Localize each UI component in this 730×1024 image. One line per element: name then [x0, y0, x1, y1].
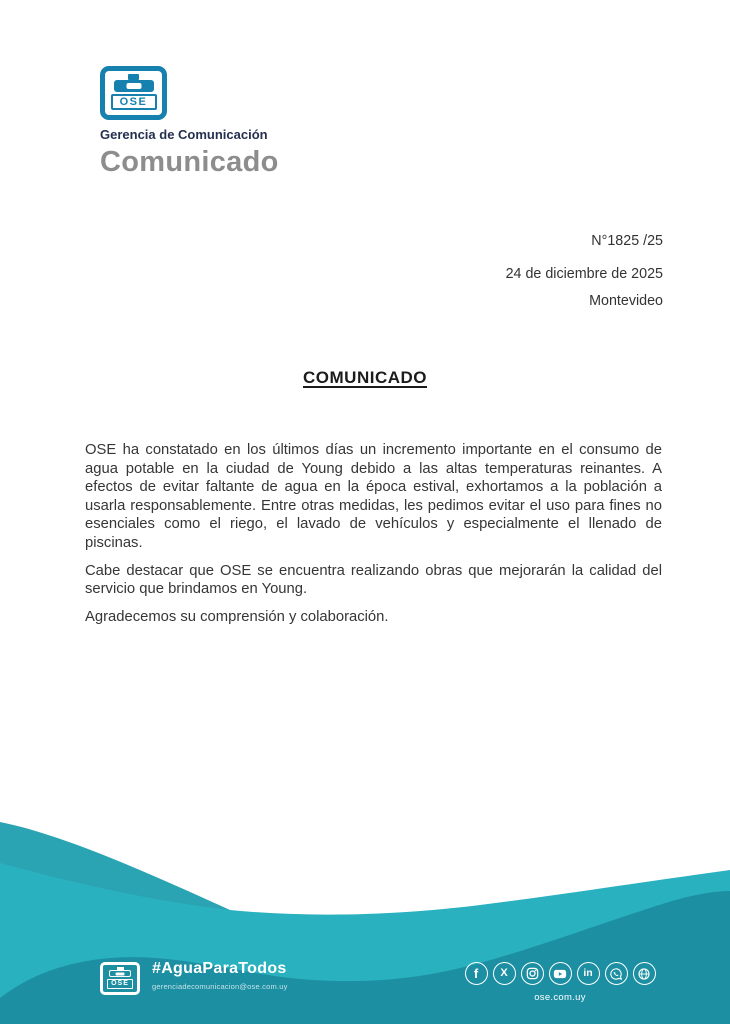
communique-city: Montevideo: [589, 293, 663, 309]
paragraph: Cabe destacar que OSE se encuentra realizando obras que mejorarán la calidad del servicio que brindamos en Young.: [85, 562, 662, 598]
facebook-icon[interactable]: f: [465, 962, 488, 985]
instagram-icon[interactable]: [521, 962, 544, 985]
whatsapp-icon[interactable]: [605, 962, 628, 985]
communique-body: [85, 441, 662, 626]
x-twitter-icon[interactable]: X: [493, 962, 516, 985]
communique-date: 24 de diciembre de 2025: [505, 266, 663, 282]
ose-logo: [100, 66, 167, 120]
linkedin-icon[interactable]: in: [577, 962, 600, 985]
ose-logo-text: OSE: [107, 979, 133, 989]
footer-social: [462, 962, 658, 1003]
web-globe-icon[interactable]: [633, 962, 656, 985]
department-name: Gerencia de Comunicación: [100, 127, 268, 142]
ose-logo-tank-icon: [109, 970, 131, 977]
contact-email[interactable]: gerenciadecomunicacion@ose.com.uy: [152, 982, 288, 991]
communique-number: N°1825 /25: [591, 233, 663, 249]
youtube-icon[interactable]: [549, 962, 572, 985]
communique-title: COMUNICADO: [303, 368, 427, 387]
ose-logo-tank-icon: [114, 80, 154, 92]
meta-block: [506, 233, 663, 310]
document-type: Comunicado: [100, 146, 279, 178]
ose-logo-text: OSE: [111, 94, 157, 110]
header: [100, 66, 279, 179]
footer: [0, 794, 730, 1024]
footer-brand: [100, 960, 288, 995]
paragraph: Agradecemos su comprensión y colaboración.: [85, 608, 389, 625]
paragraph: OSE ha constatado en los últimos días un incremento importante en el consumo de agua potable en la ciudad de Young debido a las altas temperaturas reinantes. A efectos de evitar faltante de agua en la época estival, exhortamos a la población a usarla responsablemente. Entre otras medidas, les pedimos evitar el uso para fines no esenciales como el riego, el lavado de vehículos y especialmente el llenado de piscinas.: [85, 442, 662, 551]
website-url[interactable]: ose.com.uy: [534, 992, 586, 1003]
hashtag: #AguaParaTodos: [152, 960, 287, 977]
ose-logo-white: [100, 962, 140, 995]
